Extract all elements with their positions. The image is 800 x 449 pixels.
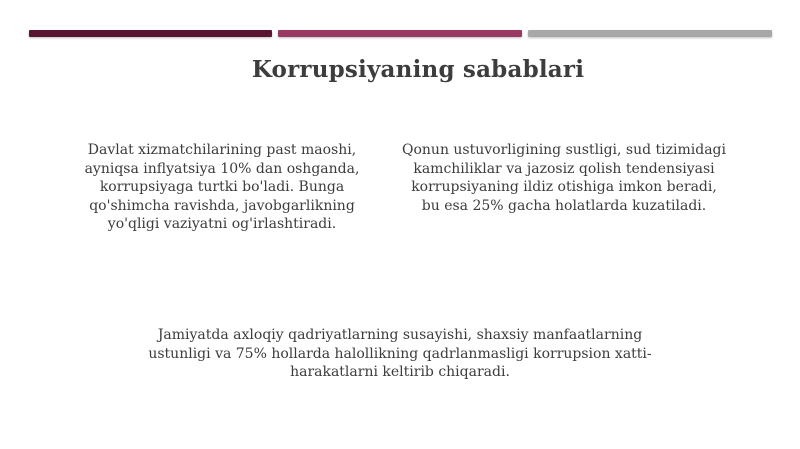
paragraph-weak-rule-of-law: Qonun ustuvorligining sustligi, sud tizimidagi kamchiliklar va jazosiz qolish tendensiyasi korrupsiyaning ildiz otishiga imkon beradi, bu esa 25% gacha holatlarda kuzatiladi. [402, 142, 726, 214]
decorative-bar-left [29, 30, 272, 37]
decorative-bar-middle [278, 30, 522, 37]
decorative-bar-right [528, 30, 772, 37]
slide-title: Korrupsiyaning sabablari [251, 56, 585, 83]
paragraph-low-salaries: Davlat xizmatchilarining past maoshi, ayniqsa inflyatsiya 10% dan oshganda, korrupsiyaga turtki bo'ladi. Bunga qo'shimcha ravishda, javobgarlikning yo'qligi vaziyatni og'irlashtiradi. [84, 142, 360, 232]
paragraph-moral-values: Jamiyatda axloqiy qadriyatlarning susayishi, shaxsiy manfaatlarning ustunligi va 75% hollarda halollikning qadrlanmasligi korrupsion xatti-harakatlarni keltirib chiqaradi. [148, 327, 652, 380]
